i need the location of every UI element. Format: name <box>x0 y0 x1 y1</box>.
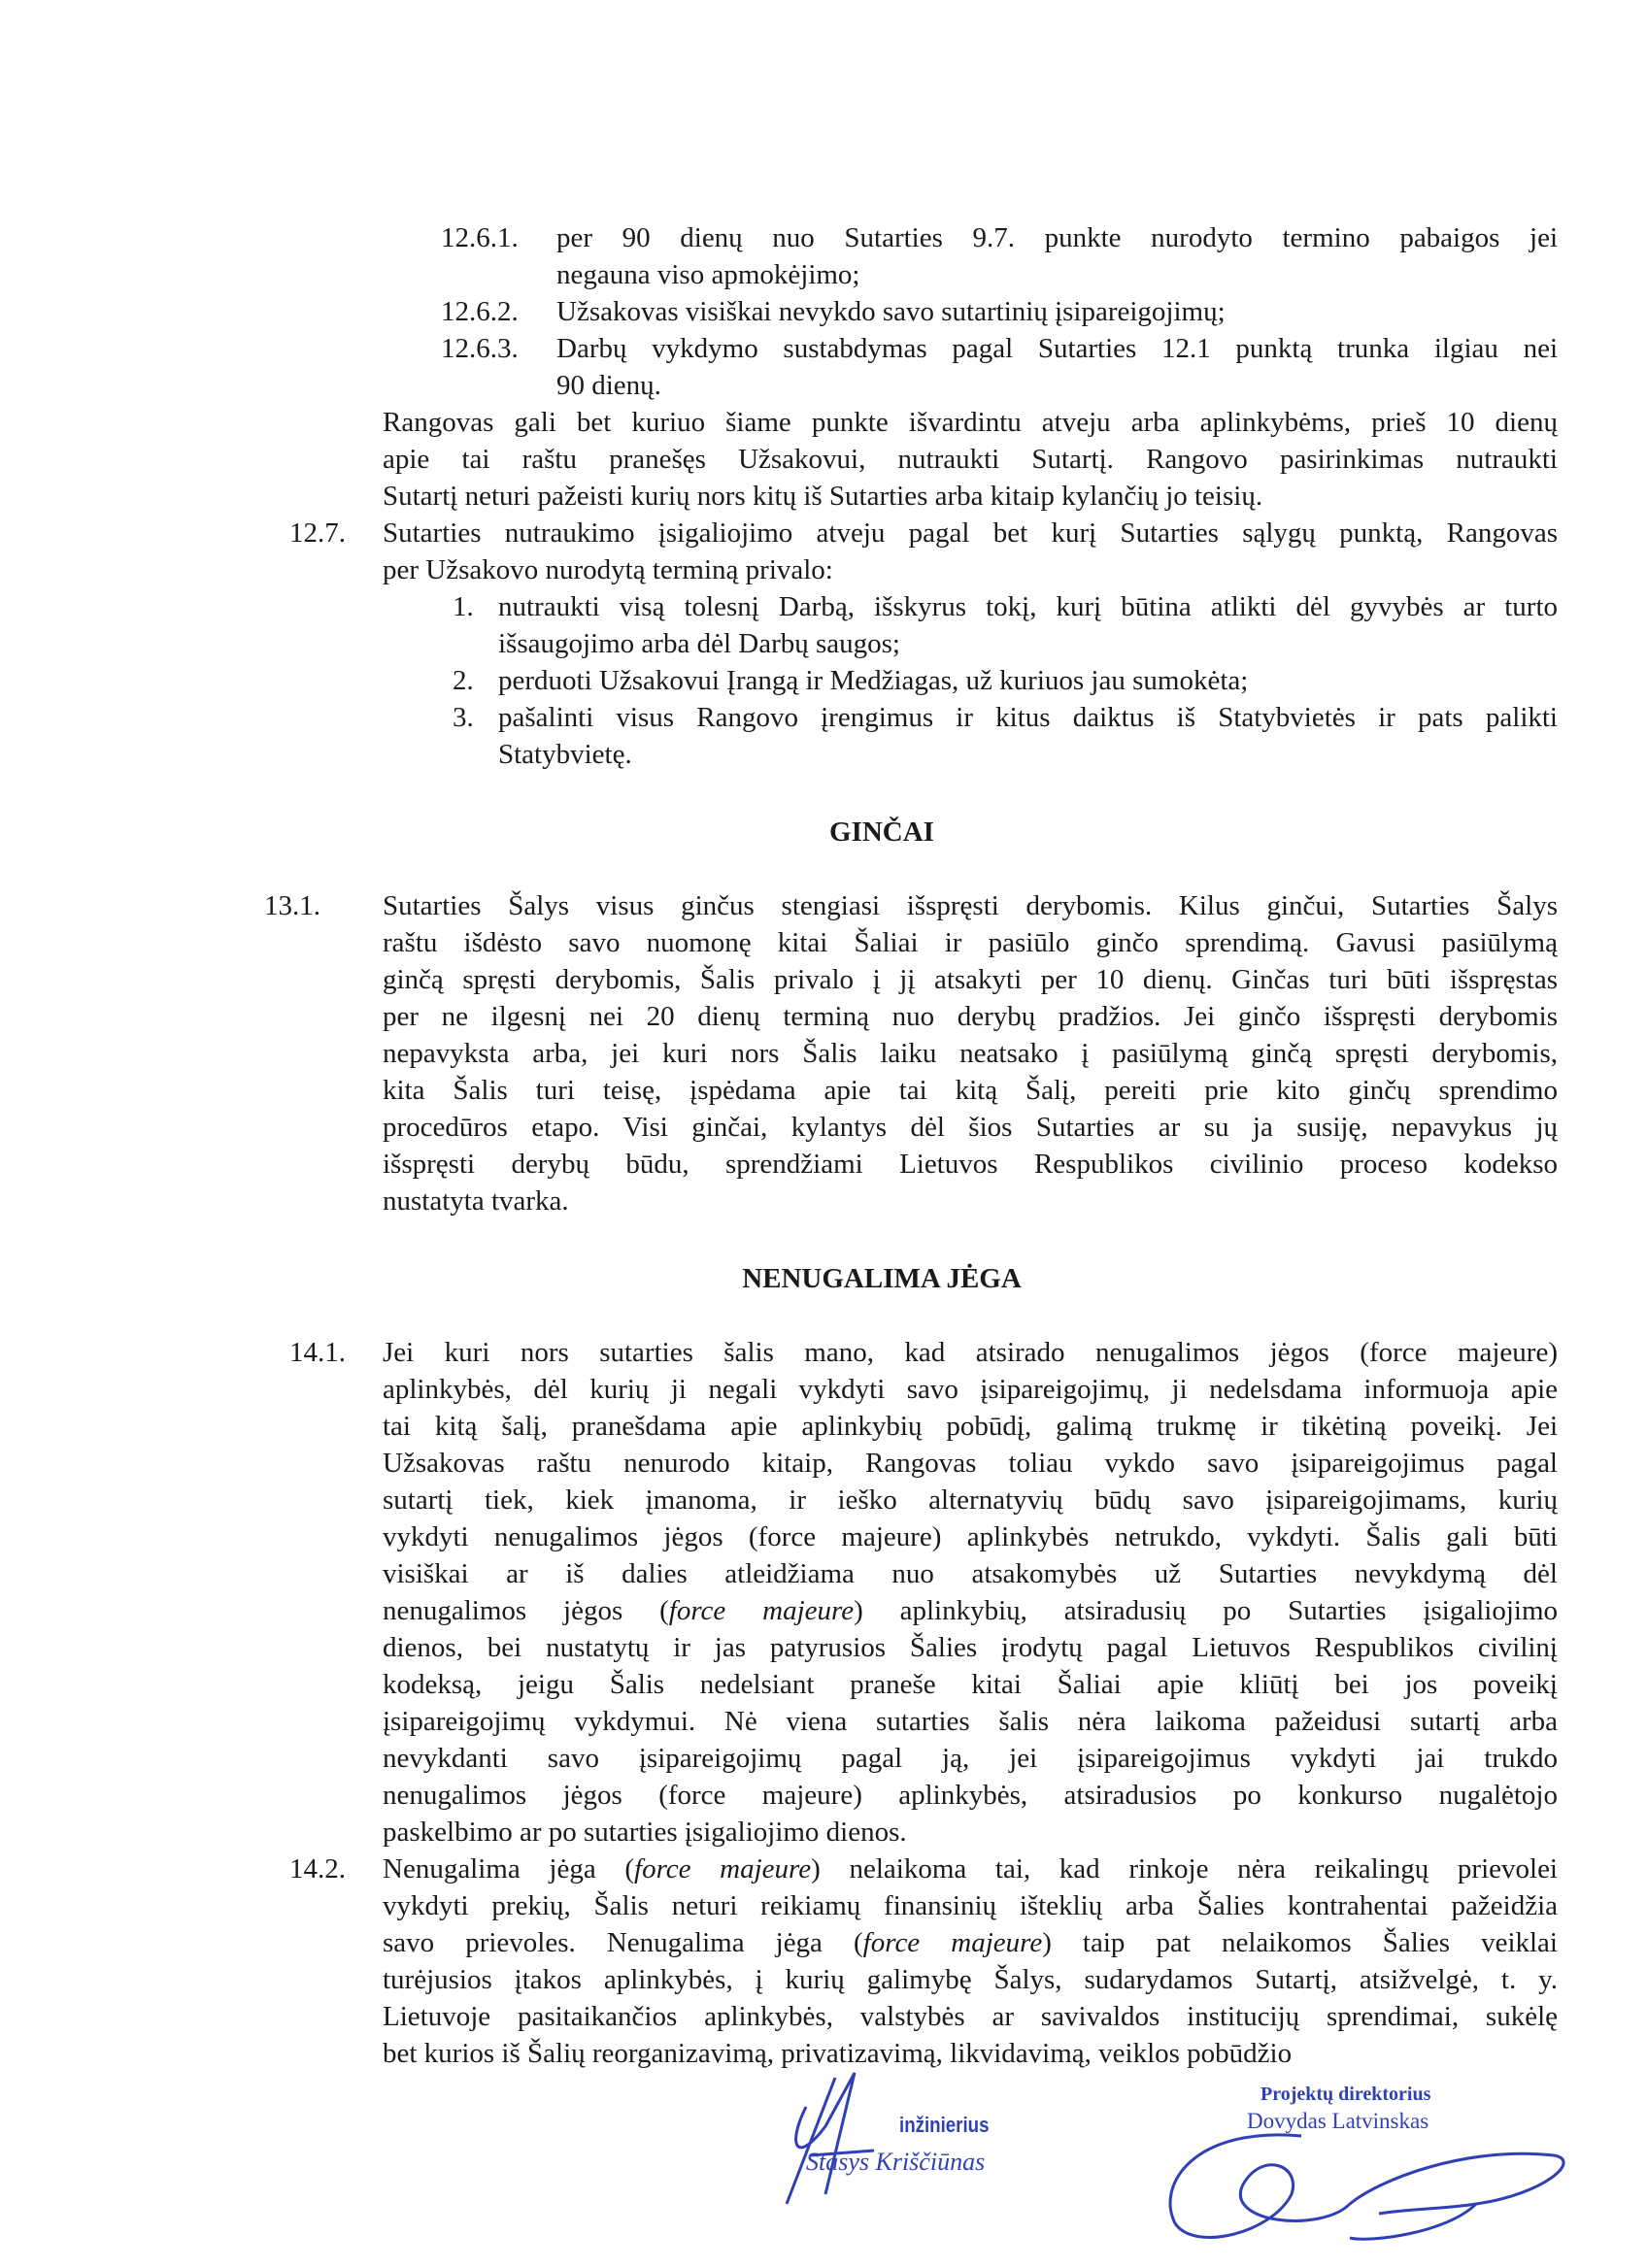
clause-text: apie tai raštu pranešęs Užsakovui, nutraukti Sutartį. Rangovo pasirinkimas nutraukti <box>383 444 1558 475</box>
clause-text: Užsakovas raštu nenurodo kitaip, Rangovas toliau vykdo savo įsipareigojimus pagal <box>383 1448 1558 1479</box>
clause-text: Rangovas gali bet kuriuo šiame punkte išvardintu atveju arba aplinkybėms, prieš 10 dienų <box>383 407 1558 438</box>
text-line <box>0 1518 1647 1555</box>
clause-paragraph <box>0 404 1647 515</box>
text-line <box>0 736 1647 773</box>
signature-right-scribble <box>1156 2126 1583 2262</box>
clause-text: pašalinti visus Rangovo įrengimus ir kitus daiktus iš Statybvietės ir pats palikti <box>498 702 1558 733</box>
text-line <box>0 441 1647 478</box>
clause-text: tai kitą šalį, pranešdama apie aplinkybių pobūdį, galimą trukmę ir tikėtiną poveikį. Jei <box>383 1411 1558 1442</box>
text-line <box>0 1183 1647 1219</box>
clause-text: kodeksą, jeigu Šalis nedelsiant praneše kitai Šaliai apie kliūtį bei jos poveikį <box>383 1669 1558 1700</box>
section-heading: GINČAI <box>829 817 934 848</box>
text-line <box>0 1592 1647 1629</box>
clause-text: nustatyta tvarka. <box>383 1185 569 1217</box>
text-line <box>0 330 1647 367</box>
clause-number: 12.7. <box>289 517 346 549</box>
clause-number: 1. <box>453 591 474 622</box>
signature-right-title: Projektų direktorius <box>1260 2084 1431 2105</box>
clause-number: 2. <box>453 665 474 696</box>
clause-text: turėjusios įtakos aplinkybės, į kurių galimybę Šalys, sudarydamos Sutartį, atsižvelgė, t. y. <box>383 1964 1558 1995</box>
text-line <box>0 1924 1647 1961</box>
clause-13-1 <box>0 887 1647 1219</box>
clause-12-6-3 <box>0 330 1647 404</box>
clause-text: kita Šalis turi teisę, įspėdama apie tai kitą Šalį, pereiti prie kito ginčų sprendimo <box>383 1075 1558 1106</box>
clause-text: vykdyti nenugalimos jėgos (force majeure) aplinkybės netrukdo, vykdyti. Šalis gali būti <box>383 1521 1558 1552</box>
text-line <box>0 998 1647 1035</box>
signature-left-title: inžinierius <box>899 2113 990 2137</box>
clause-14-1 <box>0 1334 1647 1851</box>
clause-2 <box>0 662 1647 699</box>
text-line <box>0 551 1647 588</box>
clause-text: Jei kuri nors sutarties šalis mano, kad atsirado nenugalimos jėgos (force majeure) <box>383 1337 1558 1368</box>
clause-text: Lietuvoje pasitaikančios aplinkybės, valstybės ar savivaldos institucijų sprendimai, sukėlę <box>383 2001 1558 2032</box>
text-line <box>0 1072 1647 1109</box>
clause-text: savo prievoles. Nenugalima jėga (force majeure) taip pat nelaikomos Šalies veiklai <box>383 1927 1558 1958</box>
text-line <box>0 1740 1647 1777</box>
clause-number: 12.6.1. <box>441 222 519 253</box>
text-line <box>0 2035 1647 2072</box>
text-line <box>0 1408 1647 1445</box>
clause-text: ginčą spręsti derybomis, Šalis privalo į jį atsakyti per 10 dienų. Ginčas turi būti išspręstas <box>383 964 1558 995</box>
clause-text: perduoti Užsakovui Įrangą ir Medžiagas, už kuriuos jau sumokėta; <box>498 665 1249 696</box>
text-line <box>0 662 1647 699</box>
clause-text: nevykdanti savo įsipareigojimų pagal ją, jei įsipareigojimus vykdyti jai trukdo <box>383 1743 1558 1774</box>
clause-text: negauna viso apmokėjimo; <box>556 259 860 290</box>
text-line <box>0 1146 1647 1183</box>
clause-text: nenugalimos jėgos (force majeure) aplinkybės, atsiradusios po konkurso nugalėtojo <box>383 1780 1558 1811</box>
signature-right-name: Dovydas Latvinskas <box>1247 2109 1429 2133</box>
text-line <box>0 1666 1647 1703</box>
text-line <box>0 1998 1647 2035</box>
text-line <box>0 1035 1647 1072</box>
clause-text: paskelbimo ar po sutarties įsigaliojimo dienos. <box>383 1817 907 1848</box>
clause-text: procedūros etapo. Visi ginčai, kylantys dėl šios Sutarties ar su ja susiję, nepavykus jų <box>383 1112 1558 1143</box>
clause-text: dienos, bei nustatytų ir jas patyrusios Šalies įrodytų pagal Lietuvos Respublikos civilinį <box>383 1632 1558 1663</box>
clause-14-2 <box>0 1851 1647 2072</box>
text-line <box>0 1445 1647 1482</box>
contract-page <box>0 219 1647 2072</box>
text-line <box>0 1703 1647 1740</box>
clause-text: Sutarties Šalys visus ginčus stengiasi išspręsti derybomis. Kilus ginčui, Sutarties Šalys <box>383 890 1558 921</box>
text-line <box>0 293 1647 330</box>
text-line <box>0 1887 1647 1924</box>
clause-text: visiškai ar iš dalies atleidžiama nuo atsakomybės už Sutarties nevykdymą dėl <box>383 1558 1558 1589</box>
clause-12-6-1 <box>0 219 1647 293</box>
clause-number: 12.6.2. <box>441 296 519 327</box>
text-line <box>0 478 1647 515</box>
clause-number: 14.1. <box>289 1337 346 1368</box>
clause-3 <box>0 699 1647 773</box>
text-line <box>0 1555 1647 1592</box>
clause-text: Sutartį neturi pažeisti kurių nors kitų iš Sutarties arba kitaip kylančių jo teisių. <box>383 481 1263 512</box>
clause-text: nepavyksta arba, jei kuri nors Šalis laiku neatsako į pasiūlymą ginčą spręsti derybomis, <box>383 1038 1558 1069</box>
clause-text: Darbų vykdymo sustabdymas pagal Sutarties 12.1 punktą trunka ilgiau nei <box>556 333 1558 364</box>
text-line <box>0 367 1647 404</box>
signature-left-scribble <box>767 2068 961 2214</box>
text-line <box>0 924 1647 961</box>
text-line <box>0 699 1647 736</box>
text-line <box>0 1334 1647 1371</box>
text-line <box>0 219 1647 256</box>
clause-text: įsipareigojimų vykdymui. Nė viena sutarties šalis nėra laikoma pažeidusi sutartį arba <box>383 1706 1558 1737</box>
clause-text: išspręsti derybų būdu, sprendžiami Lietuvos Respublikos civilinio proceso kodekso <box>383 1149 1558 1180</box>
clause-text: 90 dienų. <box>556 370 661 401</box>
text-line <box>0 1814 1647 1851</box>
clause-number: 13.1. <box>264 890 320 921</box>
text-line <box>0 256 1647 293</box>
clause-text: nenugalimos jėgos (force majeure) aplinkybių, atsiradusių po Sutarties įsigaliojimo <box>383 1595 1558 1626</box>
clause-text: per 90 dienų nuo Sutarties 9.7. punkte nurodyto termino pabaigos jei <box>556 222 1558 253</box>
clause-text: nutraukti visą tolesnį Darbą, išskyrus tokį, kurį būtina atlikti dėl gyvybės ar turto <box>498 591 1558 622</box>
clause-number: 14.2. <box>289 1853 346 1884</box>
section-heading: NENUGALIMA JĖGA <box>742 1263 1022 1294</box>
text-line <box>0 404 1647 441</box>
text-line <box>0 1109 1647 1146</box>
text-line <box>0 1482 1647 1518</box>
text-line <box>0 1777 1647 1814</box>
text-line <box>0 1371 1647 1408</box>
text-line <box>0 887 1647 924</box>
text-line <box>0 588 1647 625</box>
clause-text: sutartį tiek, kiek įmanoma, ir ieško alternatyvių būdų savo įsipareigojimams, kurių <box>383 1484 1558 1516</box>
clause-number: 3. <box>453 702 474 733</box>
clause-text: bet kurios iš Šalių reorganizavimą, privatizavimą, likvidavimą, veiklos pobūdžio <box>383 2038 1293 2069</box>
clause-text: Sutarties nutraukimo įsigaliojimo atveju pagal bet kurį Sutarties sąlygų punktą, Rangovas <box>383 517 1558 549</box>
clause-text: Užsakovas visiškai nevykdo savo sutartinių įsipareigojimų; <box>556 296 1226 327</box>
clause-text: Nenugalima jėga (force majeure) nelaikoma tai, kad rinkoje nėra reikalingų prievolei <box>383 1853 1558 1884</box>
text-line <box>0 1961 1647 1998</box>
text-line <box>0 1629 1647 1666</box>
signature-left-name: Stasys Kriščiūnas <box>806 2148 986 2176</box>
text-line <box>0 961 1647 998</box>
clause-number: 12.6.3. <box>441 333 519 364</box>
text-line <box>0 1851 1647 1887</box>
text-line <box>0 515 1647 551</box>
clause-text: per Užsakovo nurodytą terminą privalo: <box>383 554 833 585</box>
text-line <box>0 625 1647 662</box>
clause-text: Statybvietę. <box>498 739 632 770</box>
clause-text: vykdyti prekių, Šalis neturi reikiamų finansinių išteklių arba Šalies kontrahentai pažeidžia <box>383 1890 1558 1921</box>
clause-12-6-2 <box>0 293 1647 330</box>
clause-text: per ne ilgesnį nei 20 dienų terminą nuo derybų pradžios. Jei ginčo išspręsti derybomis <box>383 1001 1558 1032</box>
clause-text: aplinkybės, dėl kurių ji negali vykdyti savo įsipareigojimų, ji nedelsdama informuoja apie <box>383 1374 1558 1405</box>
clause-1 <box>0 588 1647 662</box>
clause-text: išsaugojimo arba dėl Darbų saugos; <box>498 628 900 659</box>
clause-12-7 <box>0 515 1647 588</box>
clause-text: raštu išdėsto savo nuomonę kitai Šaliai ir pasiūlo ginčo sprendimą. Gavusi pasiūlymą <box>383 927 1558 958</box>
